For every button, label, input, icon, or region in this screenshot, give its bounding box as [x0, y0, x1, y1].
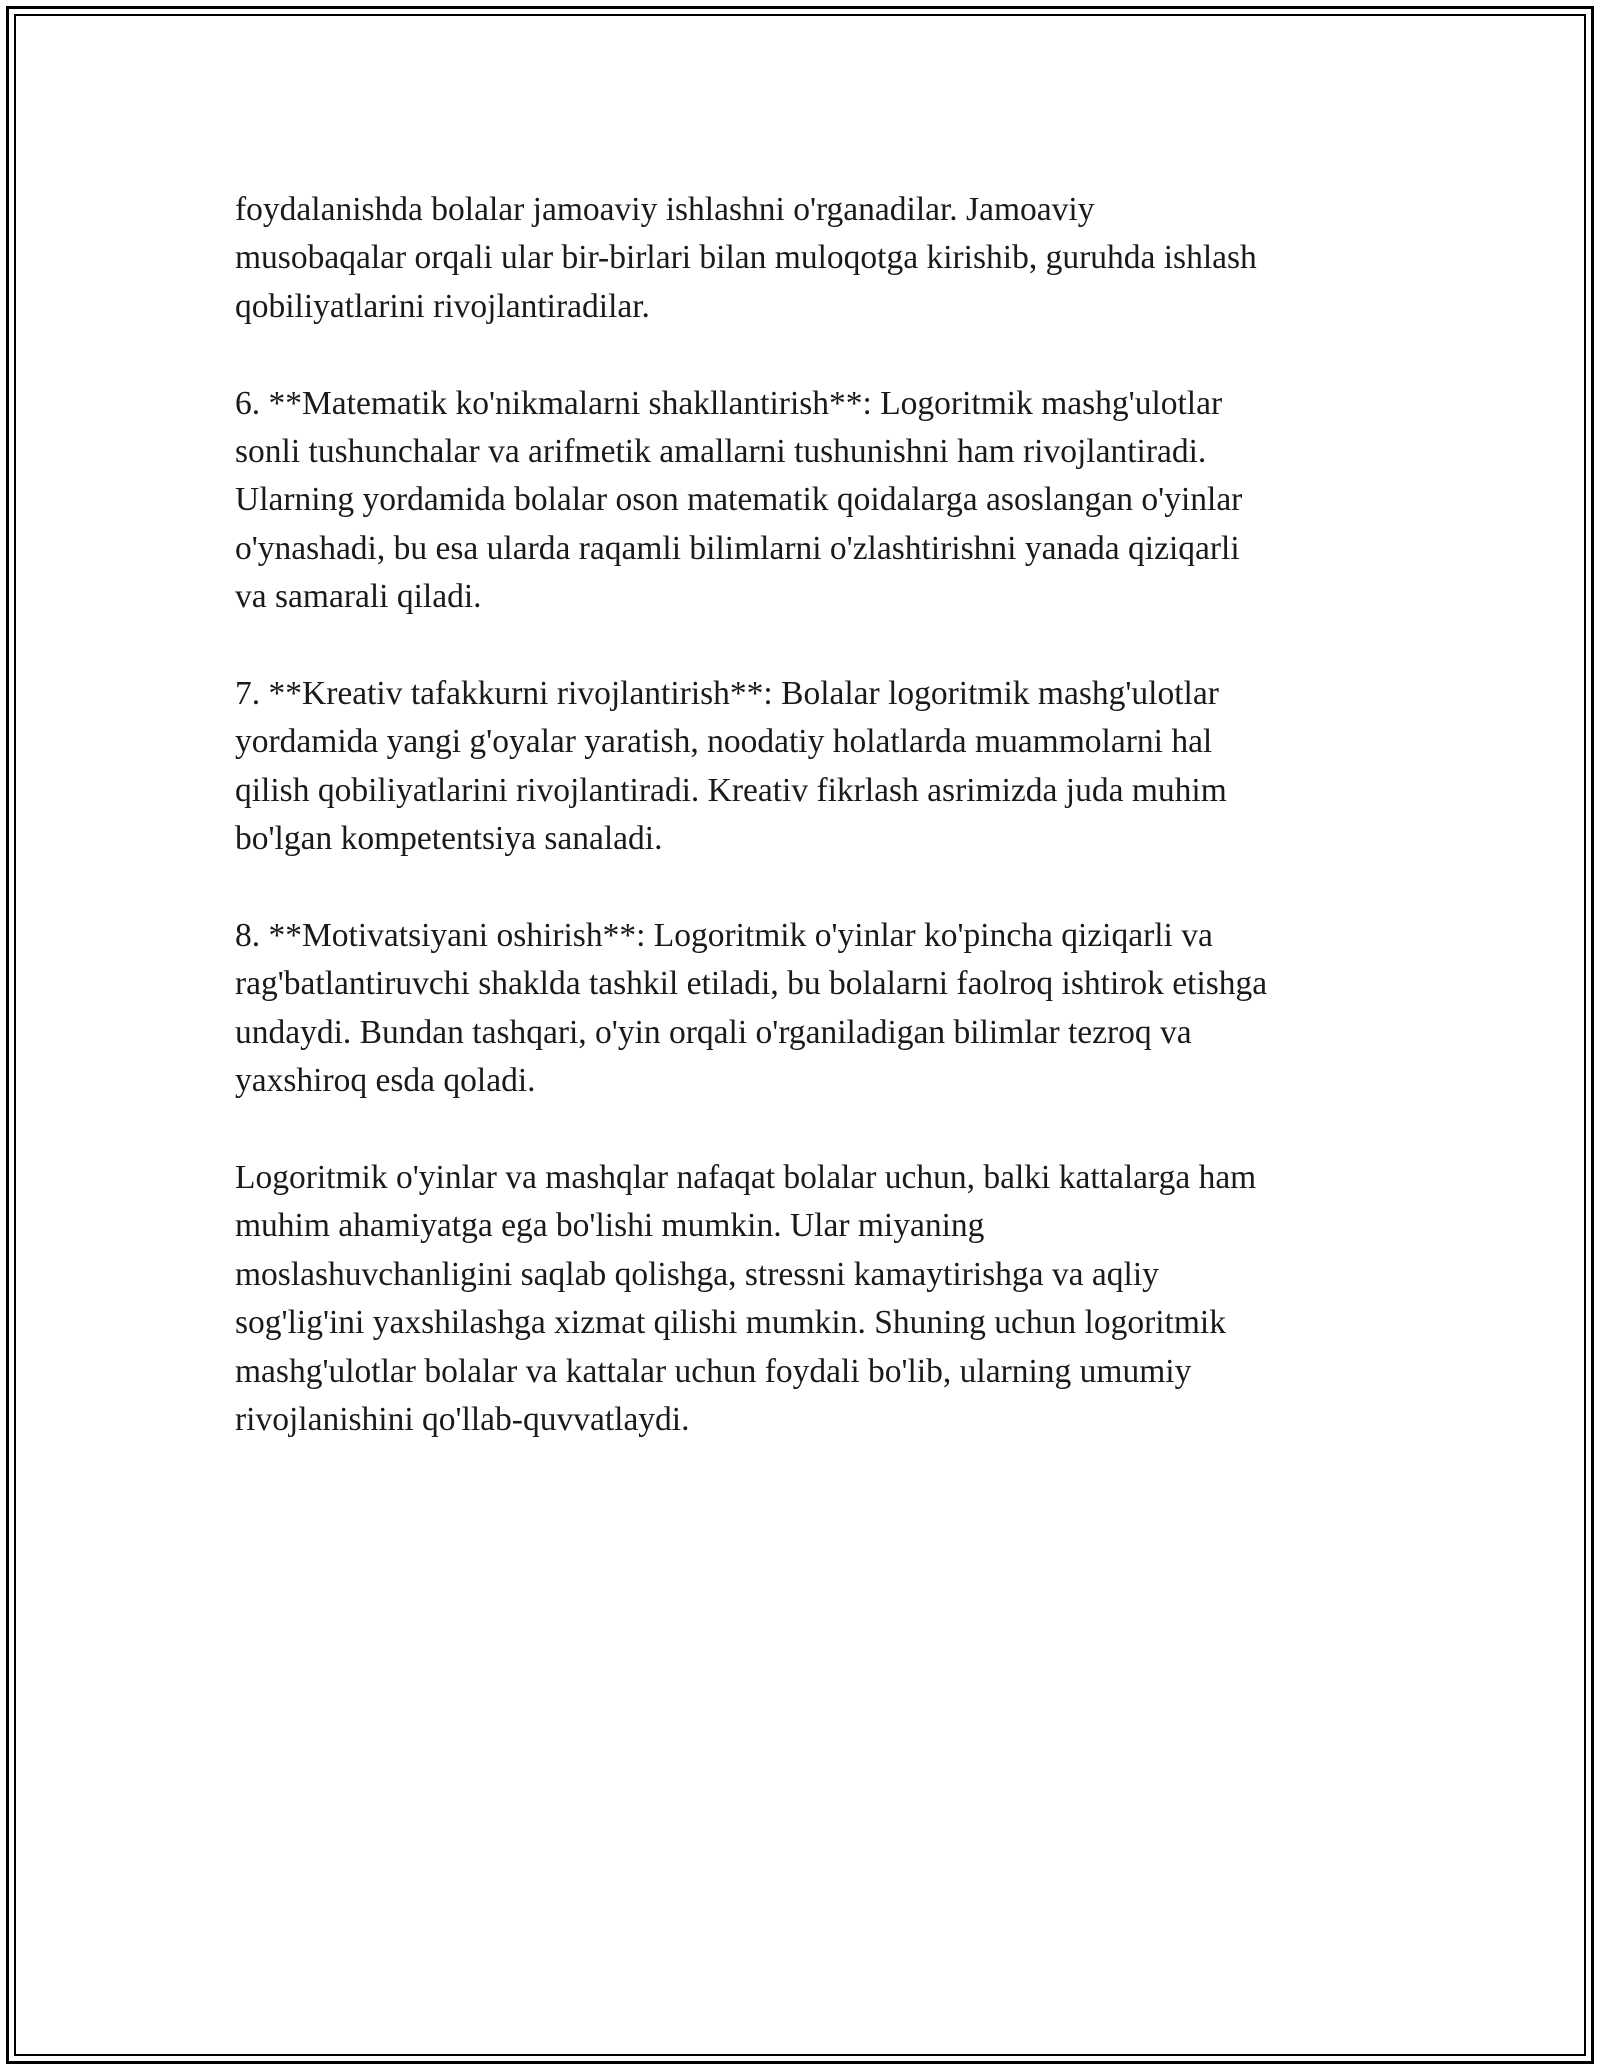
text-line: Ularning yordamida bolalar oson matematik qoidalarga asoslangan o'yinlar [235, 481, 1243, 519]
paragraph-conclusion [235, 1154, 1370, 1444]
text-line: mashg'ulotlar bolalar va kattalar uchun foydali bo'lib, ularning umumiy [235, 1352, 1192, 1390]
text-line: va samarali qiladi. [235, 578, 482, 616]
text-line: foydalanishda bolalar jamoaviy ishlashni o'rganadilar. Jamoaviy [235, 191, 1095, 228]
text-line: rag'batlantiruvchi shaklda tashkil etiladi, bu bolalarni faolroq ishtirok etishga [235, 965, 1268, 1003]
text-line: 8. **Motivatsiyani oshirish**: Logoritmik o'yinlar ko'pincha qiziqarli va [235, 917, 1213, 955]
text-line: sonli tushunchalar va arifmetik amallarni tushunishni ham rivojlantiradi. [235, 433, 1207, 471]
text-line: Logoritmik o'yinlar va mashqlar nafaqat bolalar uchun, balki kattalarga ham [235, 1159, 1257, 1197]
text-line: rivojlanishini qo'llab-quvvatlaydi. [235, 1401, 690, 1439]
text-line: yaxshiroq esda qoladi. [235, 1062, 536, 1100]
text-line: yordamida yangi g'oyalar yaratish, noodatiy holatlarda muammolarni hal [235, 723, 1213, 761]
text-line: qobiliyatlarini rivojlantiradilar. [235, 287, 650, 325]
paragraph-item-7-creative-thinking [235, 670, 1370, 864]
text-line: bo'lgan kompetentsiya sanaladi. [235, 820, 663, 858]
document-body [235, 186, 1370, 1493]
text-line: 6. **Matematik ko'nikmalarni shakllantirish**: Logoritmik mashg'ulotlar [235, 384, 1223, 422]
text-line: sog'lig'ini yaxshilashga xizmat qilishi mumkin. Shuning uchun logoritmik [235, 1304, 1226, 1342]
paragraph-item-6-math-skills [235, 380, 1370, 622]
text-line: 7. **Kreativ tafakkurni rivojlantirish**: Bolalar logoritmik mashg'ulotlar [235, 675, 1219, 713]
paragraph-item-8-motivation [235, 912, 1370, 1106]
text-line: undaydi. Bundan tashqari, o'yin orqali o'rganiladigan bilimlar tezroq va [235, 1013, 1192, 1051]
text-line: o'ynashadi, bu esa ularda raqamli bilimlarni o'zlashtirishni yanada qiziqarli [235, 529, 1240, 567]
paragraph-teamwork-continued [235, 186, 1370, 331]
text-line: muhim ahamiyatga ega bo'lishi mumkin. Ular miyaning [235, 1207, 985, 1245]
text-line: musobaqalar orqali ular bir-birlari bilan muloqotga kirishib, guruhda ishlash [235, 239, 1257, 277]
text-line: moslashuvchanligini saqlab qolishga, stressni kamaytirishga va aqliy [235, 1255, 1159, 1293]
text-line: qilish qobiliyatlarini rivojlantiradi. Kreativ fikrlash asrimizda juda muhim [235, 771, 1227, 809]
